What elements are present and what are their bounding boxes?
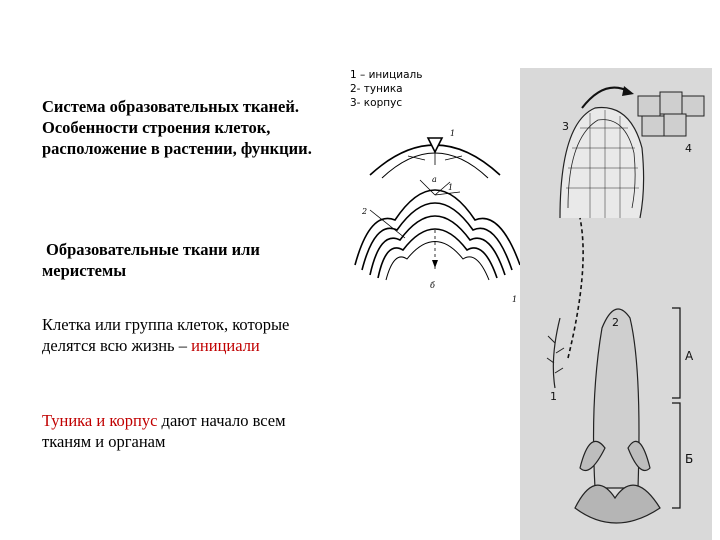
- paragraph-tunica-corpus: [42, 410, 322, 452]
- apex-illustration: [520, 68, 712, 540]
- schema-label-b: б: [430, 281, 435, 290]
- paragraph-initials-highlight: инициали: [191, 336, 260, 355]
- photo-label-1: 1: [550, 390, 557, 403]
- legend-item-tunica: 2- туника: [350, 83, 403, 95]
- legend-item-initial: 1 – инициаль: [350, 69, 423, 81]
- photo-label-A: А: [685, 349, 694, 363]
- slide-title: Система образовательных тканей. Особенности строения клеток, расположение в растении, функции.: [42, 97, 312, 158]
- paragraph-tunica-highlight: Туника и корпус: [42, 411, 158, 430]
- schema-label-mid-1: 1: [448, 183, 454, 192]
- schema-label-right-1: 1: [512, 295, 518, 304]
- photo-label-4: 4: [685, 142, 692, 155]
- schema-label-2: 2: [362, 207, 368, 216]
- paragraph-tunica-plain: дают начало всем тканям и органам: [42, 411, 286, 451]
- subtitle-text: Образовательные ткани или меристемы: [42, 240, 260, 280]
- schema-label-a: а: [432, 175, 437, 184]
- paragraph-initials-plain: Клетка или группа клеток, которые делятся всю жизнь –: [42, 315, 290, 355]
- legend-item-corpus: 3- корпус: [350, 97, 403, 109]
- slide-subtitle: [42, 239, 312, 281]
- legend: [350, 68, 422, 110]
- paragraph-initials: [42, 314, 322, 356]
- apex-schema-diagram: [350, 120, 525, 310]
- schema-label-top-1: 1: [450, 129, 456, 138]
- photo-label-2: 2: [612, 316, 619, 329]
- photo-label-3: 3: [562, 120, 569, 133]
- photo-label-B: Б: [685, 452, 694, 466]
